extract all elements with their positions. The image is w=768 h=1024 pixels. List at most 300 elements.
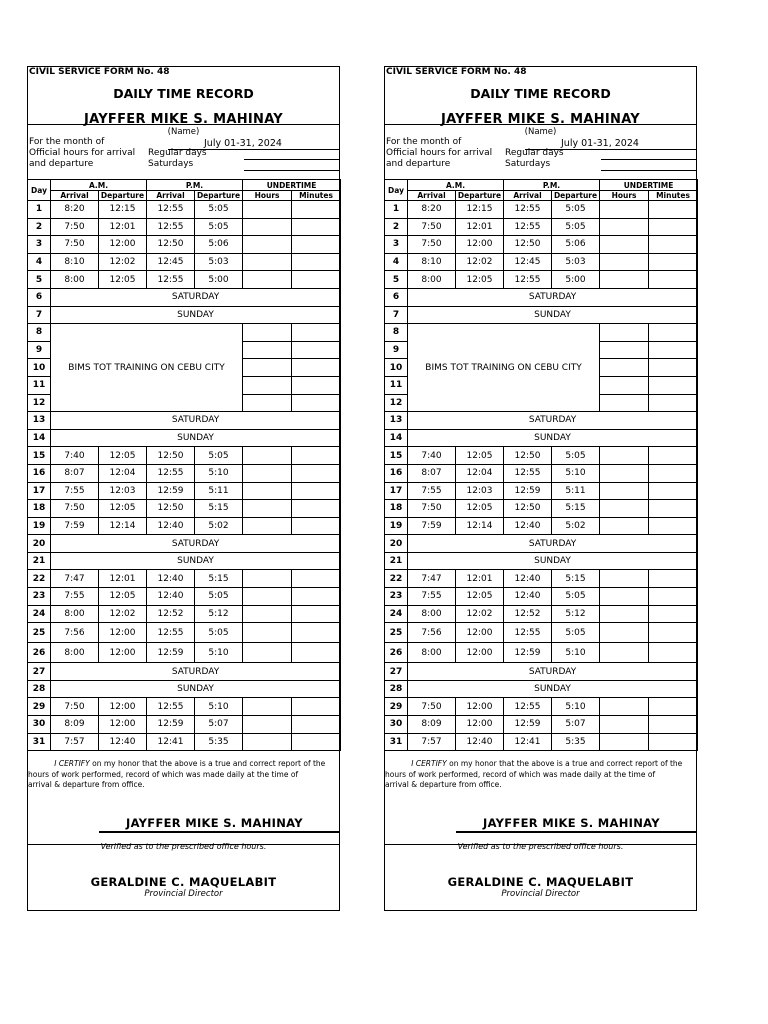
table-row (28, 288, 341, 306)
table-row (385, 218, 698, 236)
undertime-minutes (649, 341, 698, 359)
am-departure: 12:00 (456, 236, 504, 254)
pm-arrival: 12:50 (504, 447, 552, 465)
undertime-hours (243, 733, 292, 751)
am-arrival: 8:00 (51, 271, 99, 289)
am-arrival: 8:20 (51, 201, 99, 219)
day-number: 10 (28, 359, 51, 377)
am-departure: 12:00 (456, 623, 504, 643)
am-arrival: 7:55 (51, 482, 99, 500)
day-number: 18 (385, 500, 408, 518)
director-name: GERALDINE C. MAQUELABIT (90, 875, 277, 889)
day-note: SUNDAY (408, 306, 698, 324)
am-arrival: 8:00 (408, 605, 456, 623)
am-arrival: 7:59 (408, 517, 456, 535)
undertime-minutes (292, 482, 341, 500)
table-row (28, 253, 341, 271)
table-row (28, 236, 341, 254)
am-arrival-header: Arrival (51, 191, 99, 201)
day-number: 31 (28, 733, 51, 751)
pm-header: P.M. (504, 180, 600, 191)
day-number: 8 (28, 324, 51, 342)
pm-departure: 5:05 (552, 588, 600, 606)
undertime-hours (600, 482, 649, 500)
undertime-hours (243, 698, 292, 716)
pm-departure: 5:10 (195, 643, 243, 663)
day-number: 1 (28, 201, 51, 219)
saturdays-underline (601, 170, 696, 171)
form-title: DAILY TIME RECORD (113, 86, 254, 101)
employee-name: JAYFFER MIKE S. MAHINAY (83, 112, 284, 127)
dtr-form-copy-1 (27, 66, 340, 911)
day-number: 6 (385, 288, 408, 306)
day-note: SATURDAY (408, 288, 698, 306)
am-departure: 12:01 (99, 218, 147, 236)
am-arrival: 8:09 (51, 716, 99, 734)
am-arrival: 8:00 (51, 605, 99, 623)
pm-arrival: 12:45 (504, 253, 552, 271)
table-row (28, 482, 341, 500)
certify-lead: I CERTIFY (411, 759, 447, 768)
form-title: DAILY TIME RECORD (470, 86, 611, 101)
pm-arrival: 12:59 (504, 716, 552, 734)
undertime-minutes (292, 447, 341, 465)
am-departure: 12:05 (99, 588, 147, 606)
pm-departure: 5:11 (552, 482, 600, 500)
day-number: 29 (385, 698, 408, 716)
regular-days-underline (244, 159, 339, 160)
day-note: SATURDAY (51, 288, 341, 306)
undertime-minutes (292, 716, 341, 734)
day-number: 9 (28, 341, 51, 359)
day-number: 16 (28, 464, 51, 482)
am-departure: 12:04 (456, 464, 504, 482)
pm-departure: 5:03 (195, 253, 243, 271)
day-number: 16 (385, 464, 408, 482)
pm-departure: 5:02 (552, 517, 600, 535)
am-arrival: 7:40 (51, 447, 99, 465)
day-number: 1 (385, 201, 408, 219)
undertime-hours (600, 570, 649, 588)
day-number: 8 (385, 324, 408, 342)
day-note: SATURDAY (408, 663, 698, 681)
form-number: CIVIL SERVICE FORM No. 48 (29, 67, 170, 77)
pm-departure: 5:07 (552, 716, 600, 734)
am-departure: 12:00 (99, 698, 147, 716)
undertime-minutes (292, 341, 341, 359)
am-arrival: 7:50 (408, 218, 456, 236)
undertime-minutes (292, 623, 341, 643)
saturdays-label: Saturdays (505, 159, 551, 169)
training-note: BIMS TOT TRAINING ON CEBU CITY (408, 324, 600, 412)
saturdays-label: Saturdays (148, 159, 194, 169)
pm-departure: 5:05 (195, 447, 243, 465)
table-row (385, 429, 698, 447)
pm-arrival-header: Arrival (147, 191, 195, 201)
am-departure: 12:03 (456, 482, 504, 500)
day-number: 23 (385, 588, 408, 606)
pm-arrival: 12:50 (147, 500, 195, 518)
certify-line-3: arrival & departure from office. (28, 780, 145, 789)
undertime-minutes (649, 733, 698, 751)
undertime-hours (600, 376, 649, 394)
undertime-minutes (649, 588, 698, 606)
table-row (385, 500, 698, 518)
table-row (385, 733, 698, 751)
day-number: 20 (28, 535, 51, 553)
undertime-hours (600, 733, 649, 751)
am-departure: 12:01 (456, 570, 504, 588)
day-number: 22 (385, 570, 408, 588)
am-arrival: 8:20 (408, 201, 456, 219)
am-departure: 12:15 (99, 201, 147, 219)
table-row (28, 663, 341, 681)
day-number: 4 (385, 253, 408, 271)
saturdays-underline (244, 170, 339, 171)
table-row (28, 716, 341, 734)
time-record-table (384, 179, 698, 751)
table-row (385, 716, 698, 734)
pm-departure: 5:10 (552, 698, 600, 716)
undertime-minutes (292, 236, 341, 254)
director-title: Provincial Director (144, 889, 223, 899)
undertime-minutes (649, 376, 698, 394)
am-arrival: 8:10 (408, 253, 456, 271)
undertime-minutes (292, 324, 341, 342)
pm-departure: 5:05 (195, 218, 243, 236)
pm-arrival: 12:55 (147, 201, 195, 219)
pm-arrival: 12:55 (504, 464, 552, 482)
day-number: 15 (28, 447, 51, 465)
for-month-label: For the month of (386, 137, 462, 147)
name-caption: (Name) (524, 127, 557, 137)
pm-arrival: 12:59 (504, 482, 552, 500)
undertime-hours (600, 271, 649, 289)
am-header: A.M. (51, 180, 147, 191)
table-row (385, 680, 698, 698)
pm-arrival: 12:50 (147, 447, 195, 465)
day-number: 27 (385, 663, 408, 681)
pm-arrival: 12:40 (147, 517, 195, 535)
am-departure: 12:05 (99, 447, 147, 465)
table-row (385, 482, 698, 500)
am-arrival: 8:00 (408, 271, 456, 289)
certify-line-3: arrival & departure from office. (385, 780, 502, 789)
undertime-minutes (649, 271, 698, 289)
am-departure: 12:14 (99, 517, 147, 535)
undertime-minutes (292, 570, 341, 588)
verified-text: Verified as to the prescribed office hours. (100, 842, 267, 851)
undertime-hours (600, 623, 649, 643)
table-row (385, 447, 698, 465)
undertime-hours (243, 643, 292, 663)
undertime-hours (243, 716, 292, 734)
undertime-hours (243, 376, 292, 394)
am-arrival: 8:07 (408, 464, 456, 482)
undertime-hours (243, 201, 292, 219)
day-number: 6 (28, 288, 51, 306)
day-note: SATURDAY (51, 535, 341, 553)
time-record-table (27, 179, 341, 751)
undertime-minutes (292, 394, 341, 412)
undertime-hours (243, 605, 292, 623)
day-number: 19 (385, 517, 408, 535)
regular-days-underline (601, 159, 696, 160)
table-row (28, 218, 341, 236)
official-hours-label: Official hours for arrival (386, 148, 493, 158)
pm-departure: 5:12 (195, 605, 243, 623)
pm-arrival: 12:55 (504, 201, 552, 219)
day-number: 3 (385, 236, 408, 254)
certify-line-1: on my honor that the above is a true and correct report of the (446, 759, 683, 768)
day-number: 26 (28, 643, 51, 663)
signature-line (456, 831, 697, 833)
table-row (28, 680, 341, 698)
undertime-hours (243, 271, 292, 289)
pm-departure: 5:02 (195, 517, 243, 535)
undertime-minutes (292, 605, 341, 623)
day-note: SUNDAY (51, 306, 341, 324)
day-number: 3 (28, 236, 51, 254)
am-departure: 12:04 (99, 464, 147, 482)
undertime-hours (600, 394, 649, 412)
pm-departure-header: Departure (552, 191, 600, 201)
table-row (385, 698, 698, 716)
am-departure: 12:01 (456, 218, 504, 236)
table-row (385, 412, 698, 430)
pm-departure: 5:10 (195, 698, 243, 716)
pm-arrival: 12:52 (147, 605, 195, 623)
am-arrival: 7:56 (408, 623, 456, 643)
day-number: 5 (28, 271, 51, 289)
table-row (28, 588, 341, 606)
day-number: 30 (385, 716, 408, 734)
table-row (385, 517, 698, 535)
table-row (28, 535, 341, 553)
pm-arrival: 12:55 (147, 623, 195, 643)
undertime-minutes (649, 359, 698, 377)
name-underline (28, 124, 339, 125)
am-departure: 12:01 (99, 570, 147, 588)
am-arrival-header: Arrival (408, 191, 456, 201)
am-departure: 12:00 (456, 643, 504, 663)
day-note: SATURDAY (408, 535, 698, 553)
undertime-minutes (292, 253, 341, 271)
dtr-form-copy-2 (384, 66, 697, 911)
form-number: CIVIL SERVICE FORM No. 48 (386, 67, 527, 77)
table-row (28, 201, 341, 219)
am-departure: 12:05 (456, 500, 504, 518)
pm-departure: 5:05 (552, 218, 600, 236)
day-number: 14 (28, 429, 51, 447)
undertime-hours (243, 570, 292, 588)
day-number: 22 (28, 570, 51, 588)
day-number: 9 (385, 341, 408, 359)
am-departure: 12:05 (456, 447, 504, 465)
pm-arrival: 12:40 (147, 570, 195, 588)
regular-days-label: Regular days (505, 148, 564, 158)
pm-arrival: 12:55 (504, 218, 552, 236)
day-number: 15 (385, 447, 408, 465)
undertime-minutes (649, 605, 698, 623)
pm-arrival: 12:55 (147, 464, 195, 482)
undertime-hours (600, 698, 649, 716)
am-arrival: 7:55 (408, 482, 456, 500)
undertime-minutes (292, 643, 341, 663)
am-arrival: 8:10 (51, 253, 99, 271)
am-departure: 12:00 (99, 716, 147, 734)
table-row (385, 236, 698, 254)
table-row (28, 271, 341, 289)
table-row (385, 324, 698, 342)
pm-departure: 5:15 (552, 570, 600, 588)
pm-arrival: 12:55 (504, 271, 552, 289)
day-note: SUNDAY (408, 429, 698, 447)
undertime-hours (600, 236, 649, 254)
table-row (385, 623, 698, 643)
undertime-minutes (649, 698, 698, 716)
undertime-minutes (292, 698, 341, 716)
table-row (385, 288, 698, 306)
undertime-hours (600, 253, 649, 271)
table-row (385, 605, 698, 623)
pm-arrival: 12:50 (504, 236, 552, 254)
day-number: 28 (385, 680, 408, 698)
certify-line-2: hours of work performed, record of which was made daily at the time of (385, 769, 656, 779)
undertime-minutes (649, 517, 698, 535)
undertime-hours (600, 218, 649, 236)
table-row (385, 643, 698, 663)
day-number: 5 (385, 271, 408, 289)
undertime-header: UNDERTIME (243, 180, 341, 191)
undertime-hours (600, 500, 649, 518)
table-row (28, 324, 341, 342)
am-arrival: 7:50 (51, 698, 99, 716)
pm-arrival: 12:59 (147, 643, 195, 663)
undertime-hours (243, 464, 292, 482)
regular-days-label: Regular days (148, 148, 207, 158)
pm-arrival: 12:41 (504, 733, 552, 751)
undertime-minutes (649, 253, 698, 271)
table-row (385, 570, 698, 588)
pm-departure: 5:05 (552, 447, 600, 465)
undertime-minutes (649, 394, 698, 412)
pm-arrival-header: Arrival (504, 191, 552, 201)
undertime-minutes (292, 517, 341, 535)
am-departure-header: Departure (99, 191, 147, 201)
undertime-minutes (649, 218, 698, 236)
am-arrival: 8:07 (51, 464, 99, 482)
certification-text (28, 759, 328, 791)
undertime-hours (243, 500, 292, 518)
am-departure: 12:14 (456, 517, 504, 535)
pm-arrival: 12:40 (504, 570, 552, 588)
pm-arrival: 12:55 (504, 698, 552, 716)
pm-departure: 5:10 (552, 643, 600, 663)
undertime-hours (243, 359, 292, 377)
day-number: 7 (385, 306, 408, 324)
table-row (385, 271, 698, 289)
signature-name: JAYFFER MIKE S. MAHINAY (126, 816, 303, 830)
pm-departure: 5:15 (195, 570, 243, 588)
table-row (28, 447, 341, 465)
undertime-minutes (292, 271, 341, 289)
pm-arrival: 12:40 (504, 517, 552, 535)
day-number: 25 (28, 623, 51, 643)
day-number: 27 (28, 663, 51, 681)
official-hours-label: Official hours for arrival (29, 148, 136, 158)
table-row (28, 429, 341, 447)
undertime-hours (243, 588, 292, 606)
pm-arrival: 12:40 (504, 588, 552, 606)
table-row (28, 552, 341, 570)
pm-departure: 5:15 (552, 500, 600, 518)
undertime-minutes (649, 716, 698, 734)
day-number: 2 (28, 218, 51, 236)
am-arrival: 8:00 (408, 643, 456, 663)
undertime-hours (243, 236, 292, 254)
day-number: 25 (385, 623, 408, 643)
day-number: 17 (385, 482, 408, 500)
am-arrival: 7:59 (51, 517, 99, 535)
am-departure: 12:00 (99, 643, 147, 663)
day-number: 13 (28, 412, 51, 430)
pm-departure: 5:35 (195, 733, 243, 751)
undertime-hours (243, 218, 292, 236)
day-number: 29 (28, 698, 51, 716)
pm-departure: 5:06 (195, 236, 243, 254)
am-departure: 12:02 (456, 253, 504, 271)
certify-line-2: hours of work performed, record of which was made daily at the time of (28, 769, 299, 779)
undertime-minutes (292, 218, 341, 236)
am-arrival: 7:47 (408, 570, 456, 588)
undertime-minutes (292, 500, 341, 518)
pm-arrival: 12:55 (147, 698, 195, 716)
am-arrival: 7:55 (51, 588, 99, 606)
am-departure: 12:00 (99, 236, 147, 254)
undertime-hours (243, 341, 292, 359)
undertime-hours (243, 517, 292, 535)
undertime-hours (600, 341, 649, 359)
undertime-minutes (292, 201, 341, 219)
am-departure: 12:02 (99, 253, 147, 271)
signature-line (99, 831, 340, 833)
table-row (28, 605, 341, 623)
am-departure: 12:00 (99, 623, 147, 643)
undertime-minutes (649, 447, 698, 465)
am-arrival: 7:57 (51, 733, 99, 751)
pm-departure: 5:03 (552, 253, 600, 271)
pm-departure: 5:00 (195, 271, 243, 289)
day-number: 12 (385, 394, 408, 412)
table-row (385, 663, 698, 681)
day-number: 19 (28, 517, 51, 535)
undertime-minutes (649, 464, 698, 482)
undertime-minutes (649, 570, 698, 588)
undertime-hours (600, 201, 649, 219)
am-arrival: 7:50 (408, 500, 456, 518)
hours-header: Hours (600, 191, 649, 201)
day-number: 12 (28, 394, 51, 412)
day-number: 7 (28, 306, 51, 324)
am-departure-header: Departure (456, 191, 504, 201)
signature-name: JAYFFER MIKE S. MAHINAY (483, 816, 660, 830)
day-note: SUNDAY (408, 680, 698, 698)
am-arrival: 8:00 (51, 643, 99, 663)
month-value: July 01-31, 2024 (204, 138, 282, 149)
pm-arrival: 12:45 (147, 253, 195, 271)
day-number: 24 (385, 605, 408, 623)
